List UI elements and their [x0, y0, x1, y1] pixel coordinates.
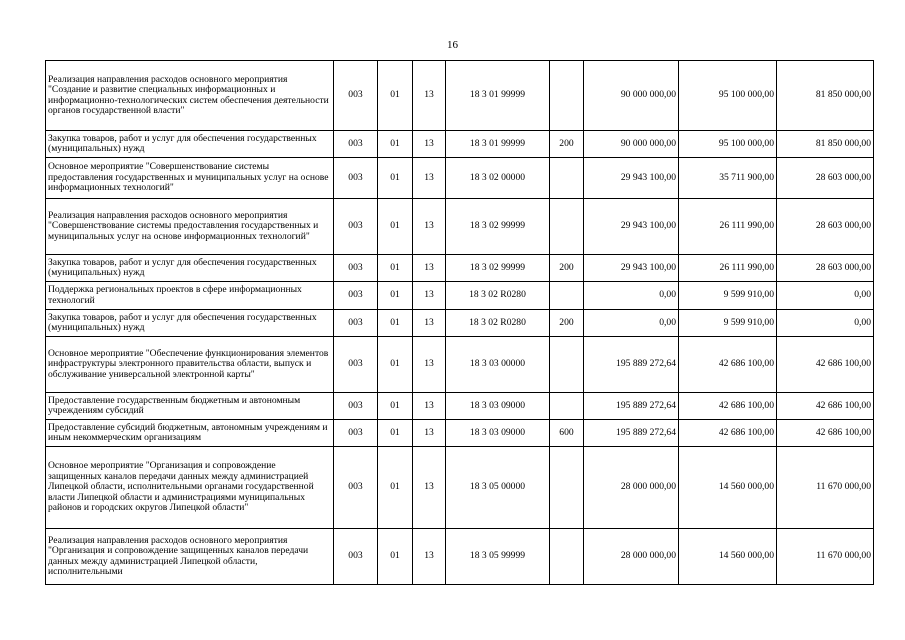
row-admin-code: 003 [334, 255, 378, 282]
row-amount-1: 28 000 000,00 [584, 447, 679, 529]
row-expense-type [550, 337, 584, 393]
row-amount-1: 195 889 272,64 [584, 337, 679, 393]
row-section-code: 01 [378, 158, 413, 199]
row-amount-1: 29 943 100,00 [584, 255, 679, 282]
row-description: Реализация направления расходов основного мероприятия "Создание и развитие специальных информационных и информационно-технологических систем обеспечения деятельности органов государственной власти" [46, 61, 334, 131]
row-subsection-code: 13 [413, 282, 446, 310]
row-amount-3: 42 686 100,00 [777, 337, 874, 393]
row-subsection-code: 13 [413, 255, 446, 282]
row-section-code: 01 [378, 393, 413, 420]
table-row [46, 393, 874, 420]
row-admin-code: 003 [334, 393, 378, 420]
row-amount-3: 42 686 100,00 [777, 420, 874, 447]
row-description: Предоставление государственным бюджетным и автономным учреждениям субсидий [46, 393, 334, 420]
row-section-code: 01 [378, 337, 413, 393]
row-amount-3: 42 686 100,00 [777, 393, 874, 420]
row-amount-2: 35 711 900,00 [679, 158, 777, 199]
row-amount-1: 195 889 272,64 [584, 393, 679, 420]
row-amount-2: 9 599 910,00 [679, 310, 777, 337]
row-description: Основное мероприятие "Совершенствование системы предоставления государственных и муниципальных услуг на основе информационных технологий" [46, 158, 334, 199]
row-target-article: 18 3 01 99999 [446, 131, 550, 158]
row-amount-3: 28 603 000,00 [777, 158, 874, 199]
row-description: Основное мероприятие "Обеспечение функционирования элементов инфраструктуры электронного правительства области, выпуск и обслуживание универсальной электронной карты" [46, 337, 334, 393]
row-section-code: 01 [378, 447, 413, 529]
row-expense-type [550, 393, 584, 420]
row-target-article: 18 3 02 00000 [446, 158, 550, 199]
row-amount-1: 29 943 100,00 [584, 158, 679, 199]
row-amount-2: 26 111 990,00 [679, 255, 777, 282]
row-section-code: 01 [378, 282, 413, 310]
row-admin-code: 003 [334, 529, 378, 585]
row-admin-code: 003 [334, 199, 378, 255]
row-expense-type: 200 [550, 310, 584, 337]
row-amount-2: 26 111 990,00 [679, 199, 777, 255]
row-amount-2: 42 686 100,00 [679, 393, 777, 420]
row-admin-code: 003 [334, 282, 378, 310]
table-row [46, 447, 874, 529]
budget-table [45, 60, 874, 585]
table-row [46, 282, 874, 310]
row-subsection-code: 13 [413, 393, 446, 420]
row-description: Реализация направления расходов основного мероприятия "Совершенствование системы предоставления государственных и муниципальных услуг на основе информационных технологий" [46, 199, 334, 255]
table-row [46, 420, 874, 447]
row-subsection-code: 13 [413, 199, 446, 255]
row-subsection-code: 13 [413, 447, 446, 529]
row-section-code: 01 [378, 61, 413, 131]
row-admin-code: 003 [334, 337, 378, 393]
row-amount-2: 14 560 000,00 [679, 529, 777, 585]
row-expense-type [550, 282, 584, 310]
row-amount-3: 28 603 000,00 [777, 199, 874, 255]
table-row [46, 255, 874, 282]
page-number: 16 [447, 39, 458, 51]
row-target-article: 18 3 01 99999 [446, 61, 550, 131]
row-expense-type: 600 [550, 420, 584, 447]
table-row [46, 131, 874, 158]
row-description: Закупка товаров, работ и услуг для обеспечения государственных (муниципальных) нужд [46, 131, 334, 158]
row-section-code: 01 [378, 255, 413, 282]
table-row [46, 199, 874, 255]
row-target-article: 18 3 03 00000 [446, 337, 550, 393]
row-admin-code: 003 [334, 447, 378, 529]
row-description: Реализация направления расходов основного мероприятия "Организация и сопровождение защищенных каналов передачи данных между администрацией Липецкой области, исполнительными [46, 529, 334, 585]
row-section-code: 01 [378, 529, 413, 585]
row-target-article: 18 3 05 00000 [446, 447, 550, 529]
row-amount-3: 0,00 [777, 282, 874, 310]
table-row [46, 158, 874, 199]
row-subsection-code: 13 [413, 131, 446, 158]
row-amount-1: 28 000 000,00 [584, 529, 679, 585]
row-target-article: 18 3 02 99999 [446, 199, 550, 255]
table-row [46, 529, 874, 585]
row-target-article: 18 3 02 R0280 [446, 282, 550, 310]
row-amount-1: 195 889 272,64 [584, 420, 679, 447]
row-amount-3: 11 670 000,00 [777, 529, 874, 585]
row-admin-code: 003 [334, 131, 378, 158]
row-target-article: 18 3 05 99999 [446, 529, 550, 585]
row-expense-type: 200 [550, 255, 584, 282]
row-description: Поддержка региональных проектов в сфере информационных технологий [46, 282, 334, 310]
row-target-article: 18 3 02 R0280 [446, 310, 550, 337]
row-amount-3: 0,00 [777, 310, 874, 337]
row-target-article: 18 3 03 09000 [446, 393, 550, 420]
row-subsection-code: 13 [413, 420, 446, 447]
table-row [46, 310, 874, 337]
row-admin-code: 003 [334, 158, 378, 199]
row-subsection-code: 13 [413, 158, 446, 199]
row-amount-3: 81 850 000,00 [777, 131, 874, 158]
budget-table-body [46, 61, 874, 585]
row-expense-type [550, 199, 584, 255]
row-description: Закупка товаров, работ и услуг для обеспечения государственных (муниципальных) нужд [46, 255, 334, 282]
row-amount-2: 95 100 000,00 [679, 131, 777, 158]
row-expense-type [550, 61, 584, 131]
row-description: Основное мероприятие "Организация и сопровождение защищенных каналов передачи данных между администрацией Липецкой области, исполнительными органами государственной власти Липецкой области и администрациями муниципальных районов и городских округов Липецкой области" [46, 447, 334, 529]
row-expense-type [550, 447, 584, 529]
row-target-article: 18 3 03 09000 [446, 420, 550, 447]
row-amount-1: 0,00 [584, 310, 679, 337]
table-row [46, 61, 874, 131]
row-section-code: 01 [378, 420, 413, 447]
row-admin-code: 003 [334, 310, 378, 337]
row-amount-1: 90 000 000,00 [584, 61, 679, 131]
row-subsection-code: 13 [413, 310, 446, 337]
row-subsection-code: 13 [413, 529, 446, 585]
row-amount-2: 9 599 910,00 [679, 282, 777, 310]
row-description: Закупка товаров, работ и услуг для обеспечения государственных (муниципальных) нужд [46, 310, 334, 337]
row-section-code: 01 [378, 199, 413, 255]
row-section-code: 01 [378, 131, 413, 158]
row-amount-1: 0,00 [584, 282, 679, 310]
row-amount-3: 28 603 000,00 [777, 255, 874, 282]
row-admin-code: 003 [334, 420, 378, 447]
row-subsection-code: 13 [413, 337, 446, 393]
row-expense-type [550, 158, 584, 199]
row-expense-type [550, 529, 584, 585]
row-description: Предоставление субсидий бюджетным, автономным учреждениям и иным некоммерческим организациям [46, 420, 334, 447]
row-section-code: 01 [378, 310, 413, 337]
row-subsection-code: 13 [413, 61, 446, 131]
row-amount-2: 42 686 100,00 [679, 420, 777, 447]
row-amount-3: 81 850 000,00 [777, 61, 874, 131]
row-amount-2: 95 100 000,00 [679, 61, 777, 131]
row-target-article: 18 3 02 99999 [446, 255, 550, 282]
row-amount-1: 90 000 000,00 [584, 131, 679, 158]
row-amount-1: 29 943 100,00 [584, 199, 679, 255]
row-amount-2: 42 686 100,00 [679, 337, 777, 393]
row-amount-2: 14 560 000,00 [679, 447, 777, 529]
row-admin-code: 003 [334, 61, 378, 131]
row-amount-3: 11 670 000,00 [777, 447, 874, 529]
row-expense-type: 200 [550, 131, 584, 158]
table-row [46, 337, 874, 393]
